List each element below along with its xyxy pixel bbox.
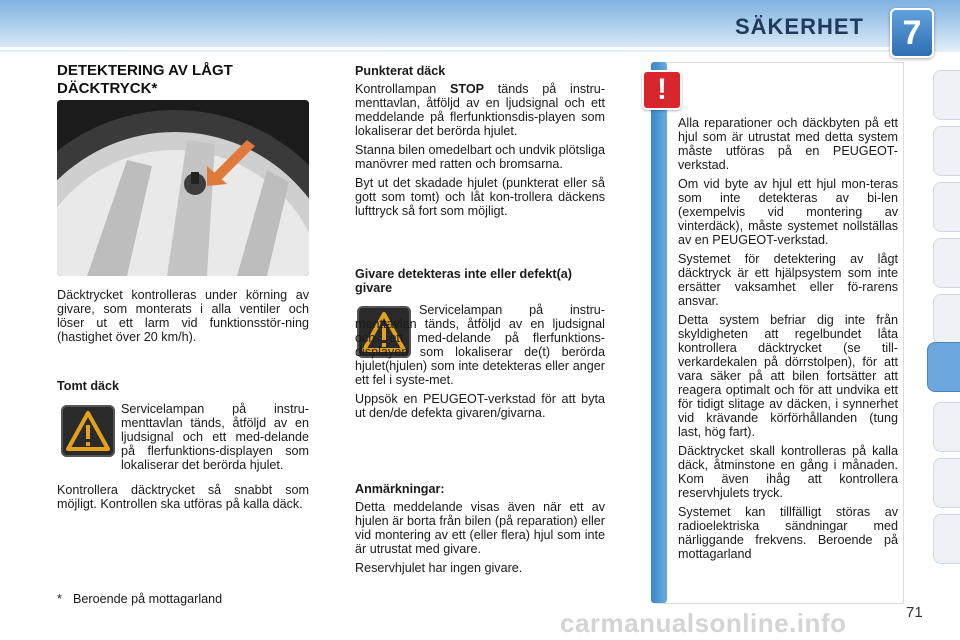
intro-block (57, 288, 309, 349)
watermark: carmanualsonline.info (560, 608, 847, 638)
footnote (57, 592, 222, 606)
side-tab[interactable] (933, 70, 960, 120)
flat-tire-block (57, 379, 309, 397)
side-tab-active[interactable] (927, 342, 960, 392)
notes-text-1: Detta meddelande visas även när ett av hjulen är borta från bilen (på reparation) eller vid montering av ett (eller flera) hjul som inte är utrustat med givare. (355, 500, 605, 556)
sensor-text-2: Uppsök en PEUGEOT-verkstad för att byta ut den/de defekta givaren/givarna. (355, 392, 605, 420)
side-tab[interactable] (933, 126, 960, 176)
notes-text-2: Reservhjulet har ingen givare. (355, 561, 523, 575)
footnote-text: Beroende på mottagarland (73, 592, 223, 606)
puncture-text-2: Stanna bilen omedelbart och undvik plötsliga manövrer med ratten och bromsarna. (355, 143, 605, 171)
chapter-title: SÄKERHET (734, 14, 864, 39)
warning-panel-bar (651, 62, 667, 603)
side-tab[interactable] (933, 458, 960, 508)
side-tab[interactable] (933, 402, 960, 452)
panel-text-1: Alla reparationer och däckbyten på ett hjul som är utrustat med detta system måste utföras på en PEUGEOT-verkstad. (678, 116, 898, 172)
sensor-heading: Givare detekteras inte eller defekt(a) givare (355, 267, 572, 295)
panel-text-6: Systemet kan tillfälligt störas av radioelektriska sändningar med närliggande frekvens. Beroende på mottagarland (678, 505, 898, 561)
puncture-text-1 (355, 82, 605, 138)
side-tabs (930, 70, 960, 590)
notes-block (355, 482, 605, 580)
side-tab[interactable] (933, 238, 960, 288)
side-tab[interactable] (933, 294, 960, 344)
stop-label: STOP (449, 82, 485, 96)
sensor-block (355, 267, 575, 299)
header-stripe (0, 47, 890, 50)
panel-text-3: Systemet för detektering av lågt däcktryck är ett hjälpsystem som inte ersätter vaksamhet eller fö-rarens ansvar. (678, 252, 898, 308)
notes-heading: Anmärkningar: (355, 482, 445, 496)
panel-text-5: Däcktrycket skall kontrolleras på kalla däck, åtminstone en gång i månaden. Kom även ihåg att kontrollera reservhjulets tryck. (678, 444, 898, 500)
wheel-valve-photo (57, 100, 309, 276)
panel-text-2: Om vid byte av hjul ett hjul mon-teras som inte detekteras av bi-len (exempelvis vid montering av vinterdäck), måste systemet nollställas av en PEUGEOT-verkstad. (678, 177, 898, 247)
flat-tire-text2: Kontrollera däcktrycket så snabbt som möjligt. Kontrollen ska utföras på kalla däck. (57, 483, 309, 511)
flat-tire-text: Servicelampan på instru-menttavlan tänds, åtföljd av en ljudsignal och ett med-delande på flerfunktions-displayen som lokaliserar det berörda hjulet. (121, 402, 309, 472)
puncture-block (355, 64, 605, 223)
exclamation-icon: ! (642, 70, 682, 110)
side-tab[interactable] (933, 514, 960, 564)
intro-text: Däcktrycket kontrolleras under körning av givare, som monterats i alla ventiler och löser ut ett larm vid funktionsstör-ning (hastighet över 20 km/h). (57, 288, 309, 344)
sensor-text-1: Servicelampan på instru-menttavlan tänds, åtföljd av en ljudsignal och ett med-delande på flerfunktions-displayen som lokaliserar de(t) berörda hjulet(hjulen) som inte detekteras eller anger ett fel i syste-met. (355, 303, 605, 387)
puncture-heading: Punkterat däck (355, 64, 446, 78)
chapter-number-badge: 7 (890, 8, 934, 58)
side-tab[interactable] (933, 182, 960, 232)
puncture-text-3: Byt ut det skadade hjulet (punkterat eller så gott som tomt) och låt kon-trollera däckens lufttryck så fort som möjligt. (355, 176, 605, 218)
puncture-text-post: tänds på instru-menttavlan, åtföljd av en ljudsignal och ett meddelande på flerfunktionsdis-playen som lokaliserar det berörda hjulet. (355, 82, 606, 138)
footnote-star: * (57, 592, 62, 606)
warning-panel-text (678, 116, 898, 566)
flat-tire-heading: Tomt däck (57, 379, 120, 393)
page-number: 71 (906, 604, 923, 621)
warning-triangle-icon (61, 405, 115, 457)
sensor-text-block (355, 303, 605, 425)
panel-text-4: Detta system befriar dig inte från skyldigheten att regelbundet låta kontrollera däcktrycket (se till-verkardekalen på dörrstolpen), för att vara säker på att bilen fortsätter att reagera optimalt och för att undvika ett för tidigt slitage av däcken, i synnerhet vid krävande körförhållanden (tung last, hög fart). (678, 313, 898, 439)
wheel-illustration (57, 100, 309, 276)
flat-tire-text-block (121, 402, 309, 477)
flat-tire-text2-block (57, 483, 309, 516)
puncture-text-pre: Kontrollampan (355, 82, 437, 96)
section-title: DETEKTERING AV LÅGT DÄCKTRYCK* (57, 62, 233, 97)
